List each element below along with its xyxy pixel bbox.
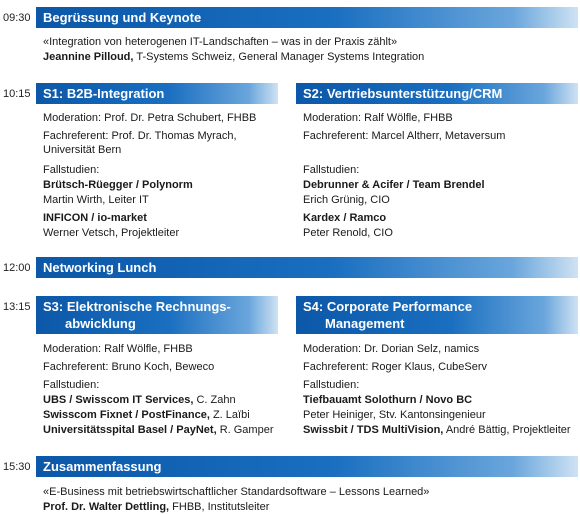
s2-case1-person: Erich Grünig, CIO [303,194,390,206]
s4-title-line1: S4: Corporate Performance [303,299,473,314]
s2-fallstudien-label: Fallstudien: [303,164,360,176]
s4-case1-person: Peter Heiniger, Stv. Kantonsingenieur [303,409,486,421]
s3-case3-title: Universitätsspital Basel / PayNet, [43,424,217,436]
s1-moderation: Moderation: Prof. Dr. Petra Schubert, FHBB [43,112,257,124]
s3-title-line2: abwicklung [65,316,136,331]
s4-case2-title: Swissbit / TDS MultiVision, [303,424,444,436]
summary-quote: «E-Business mit betriebswirtschaftlicher Standardsoftware – Lessons Learned» [43,486,430,498]
s3-title-line1: S3: Elektronische Rechnungs- [43,299,231,314]
s3-case1-person: C. Zahn [193,394,236,406]
s3-case3 [43,423,274,437]
keynote-speaker-role: T-Systems Schweiz, General Manager Systems Integration [133,51,425,63]
time-1015: 10:15 [3,88,31,100]
s2-case2-title: Kardex / Ramco [303,212,387,224]
session-bar-s4 [296,296,578,334]
s1-case1-title: Brütsch-Rüegger / Polynorm [43,179,193,191]
time-1200: 12:00 [3,262,31,274]
session-bar-s2: S2: Vertriebsunterstützung/CRM [296,83,578,104]
s1-case2-person: Werner Vetsch, Projektleiter [43,227,180,239]
summary-speaker [43,500,269,514]
session-bar-s1: S1: B2B-Integration [36,83,278,104]
s2-moderation: Moderation: Ralf Wölfle, FHBB [303,112,453,124]
s4-moderation: Moderation: Dr. Dorian Selz, namics [303,343,480,355]
session-bar-summary: Zusammenfassung [36,456,578,477]
summary-speaker-name: Prof. Dr. Walter Dettling, [43,501,170,513]
time-1315: 13:15 [3,301,31,313]
s1-case1-person: Martin Wirth, Leiter IT [43,194,149,206]
session-bar-lunch: Networking Lunch [36,257,578,278]
s4-title-line2: Management [325,316,405,331]
s2-case2-person: Peter Renold, CIO [303,227,393,239]
time-0930: 09:30 [3,12,31,24]
s2-fachreferent: Fachreferent: Marcel Altherr, Metaversum [303,130,506,142]
s4-case2 [303,423,571,437]
s3-case2-title: Swisscom Fixnet / PostFinance, [43,409,210,421]
s3-case2-person: Z. Laïbi [209,409,250,421]
s4-fallstudien-label: Fallstudien: [303,379,360,391]
session-bar-s3 [36,296,278,334]
s3-case2 [43,408,250,422]
keynote-quote: «Integration von heterogenen IT-Landschaften – was in der Praxis zählt» [43,36,398,48]
keynote-speaker [43,50,424,64]
s1-case2-title: INFICON / io-market [43,212,147,224]
s3-fachreferent: Fachreferent: Bruno Koch, Beweco [43,361,215,373]
s3-case3-person: R. Gamper [216,424,274,436]
s4-case2-person: André Bättig, Projektleiter [443,424,571,436]
s3-fallstudien-label: Fallstudien: [43,379,100,391]
time-1530: 15:30 [3,461,31,473]
s2-case1-title: Debrunner & Acifer / Team Brendel [303,179,485,191]
s1-fallstudien-label: Fallstudien: [43,164,100,176]
s4-case1-title: Tiefbauamt Solothurn / Novo BC [303,394,473,406]
session-bar-keynote: Begrüssung und Keynote [36,7,578,28]
s4-fachreferent: Fachreferent: Roger Klaus, CubeServ [303,361,488,373]
s3-moderation: Moderation: Ralf Wölfle, FHBB [43,343,193,355]
s3-case1-title: UBS / Swisscom IT Services, [43,394,194,406]
summary-speaker-role: FHBB, Institutsleiter [169,501,270,513]
keynote-speaker-name: Jeannine Pilloud, [43,51,134,63]
s1-fachreferent: Fachreferent: Prof. Dr. Thomas Myrach, Universität Bern [43,130,237,156]
s3-case1 [43,393,236,407]
